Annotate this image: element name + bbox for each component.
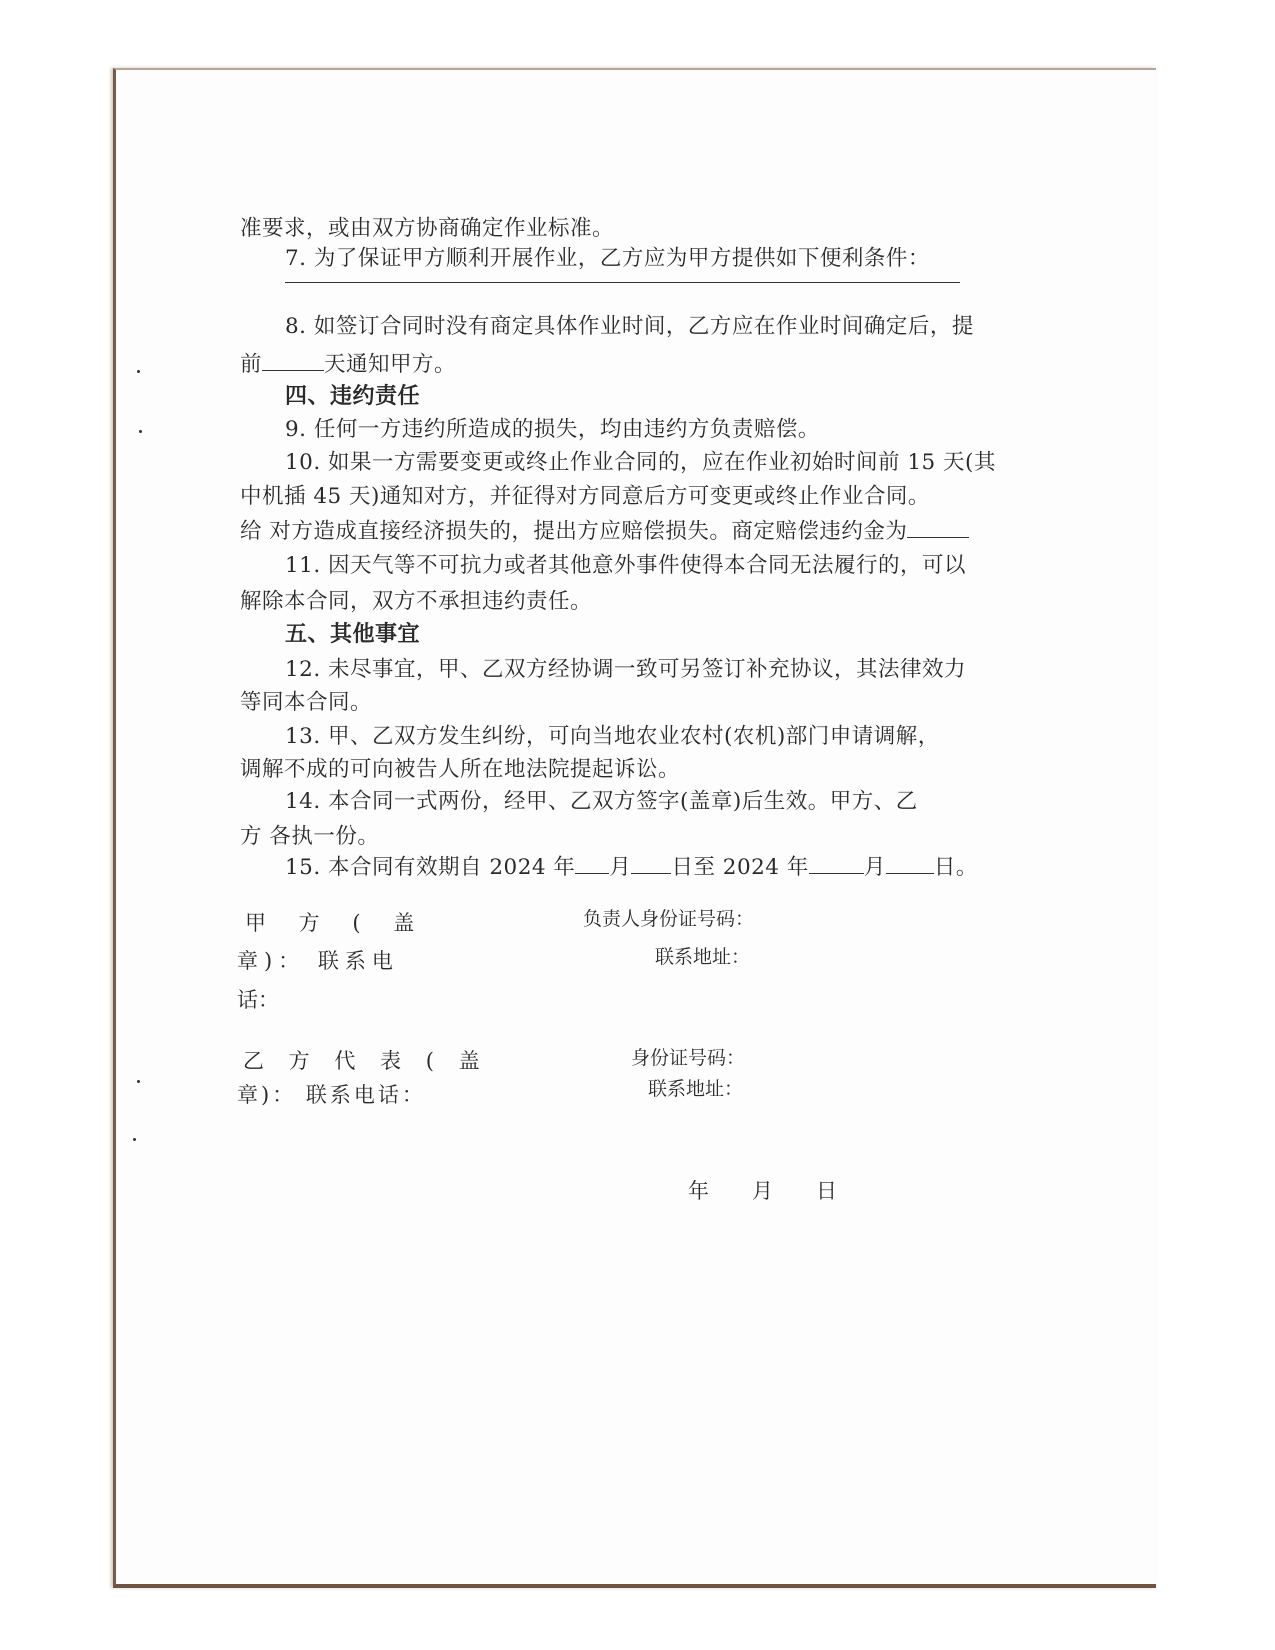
- party-a-address-label: 联系地址：: [655, 946, 751, 968]
- scan-speck: [137, 1080, 140, 1083]
- party-b-address-label: 联系地址：: [648, 1078, 744, 1100]
- party-b-id-label: 身份证号码：: [631, 1047, 746, 1069]
- text-fragment: 前: [240, 352, 263, 377]
- text-fragment: 月: [609, 855, 632, 880]
- clause-12: 12. 未尽事宜，甲、乙双方经协调一致可另签订补充协议，其法律效力: [285, 657, 967, 682]
- clause-14: 14. 本合同一式两份，经甲、乙双方签字(盖章)后生效。甲方、乙: [285, 789, 918, 814]
- text-line: 准要求，或由双方协商确定作业标准。: [240, 216, 615, 241]
- section-heading-breach: 四、违约责任: [285, 384, 421, 409]
- text-line: 中机插 45 天)通知对方，并征得对方同意后方可变更或终止作业合同。: [240, 484, 930, 509]
- party-b-seal-label: 乙 方 代 表 ( 盖: [243, 1049, 489, 1073]
- text-line: 方 各执一份。: [240, 824, 380, 849]
- text-fragment: 天通知甲方。: [324, 352, 457, 377]
- end-month-blank: [809, 853, 864, 874]
- text-fragment: 15. 本合同有效期自 2024 年: [285, 855, 576, 880]
- text-line: 调解不成的可向被告人所在地法院提起诉讼。: [240, 757, 681, 782]
- party-b-phone-label: 章)： 联系电话：: [237, 1083, 426, 1107]
- text-line: [240, 517, 969, 547]
- scan-speck: [139, 430, 142, 433]
- scan-speck: [137, 370, 140, 373]
- penalty-blank: [907, 517, 969, 538]
- clause-15: [285, 853, 978, 883]
- text-fragment: 月: [863, 855, 886, 880]
- date-day-label: 日: [816, 1179, 837, 1203]
- text-line: 等同本合同。: [240, 690, 373, 715]
- text-fragment: 日。: [933, 855, 978, 880]
- clause-11: 11. 因天气等不可抗力或者其他意外事件使得本合同无法履行的，可以: [285, 553, 967, 578]
- party-a-phone-label-cont: 话：: [237, 988, 279, 1012]
- scan-speck: [133, 1138, 136, 1141]
- text-fragment: 日至 2024 年: [671, 855, 809, 880]
- end-day-blank: [886, 853, 934, 874]
- start-day-blank: [631, 853, 671, 874]
- text-line: [240, 350, 456, 380]
- fill-in-line: [285, 282, 960, 283]
- text-line: 解除本合同，双方不承担违约责任。: [240, 589, 593, 614]
- date-month-label: 月: [752, 1179, 773, 1203]
- text-fragment: 给 对方造成直接经济损失的，提出方应赔偿损失。商定赔偿违约金为: [240, 519, 908, 544]
- clause-10: 10. 如果一方需要变更或终止作业合同的，应在作业初始时间前 15 天(其: [285, 450, 996, 475]
- clause-9: 9. 任何一方违约所造成的损失，均由违约方负责赔偿。: [285, 417, 820, 442]
- party-a-phone-label: 章)： 联系电: [237, 949, 399, 973]
- start-month-blank: [575, 853, 609, 874]
- clause-7: 7. 为了保证甲方顺利开展作业，乙方应为甲方提供如下便利条件：: [285, 246, 930, 271]
- clause-8: 8. 如签订合同时没有商定具体作业时间，乙方应在作业时间确定后，提: [285, 314, 974, 339]
- date-year-label: 年: [688, 1179, 709, 1203]
- party-a-id-label: 负责人身份证号码：: [583, 908, 755, 930]
- days-blank: [262, 350, 324, 371]
- clause-13: 13. 甲、乙双方发生纠纷，可向当地农业农村(农机)部门申请调解，: [285, 724, 940, 749]
- section-heading-other-matters: 五、其他事宜: [285, 622, 421, 647]
- party-a-seal-label: 甲 方 ( 盖: [245, 911, 428, 935]
